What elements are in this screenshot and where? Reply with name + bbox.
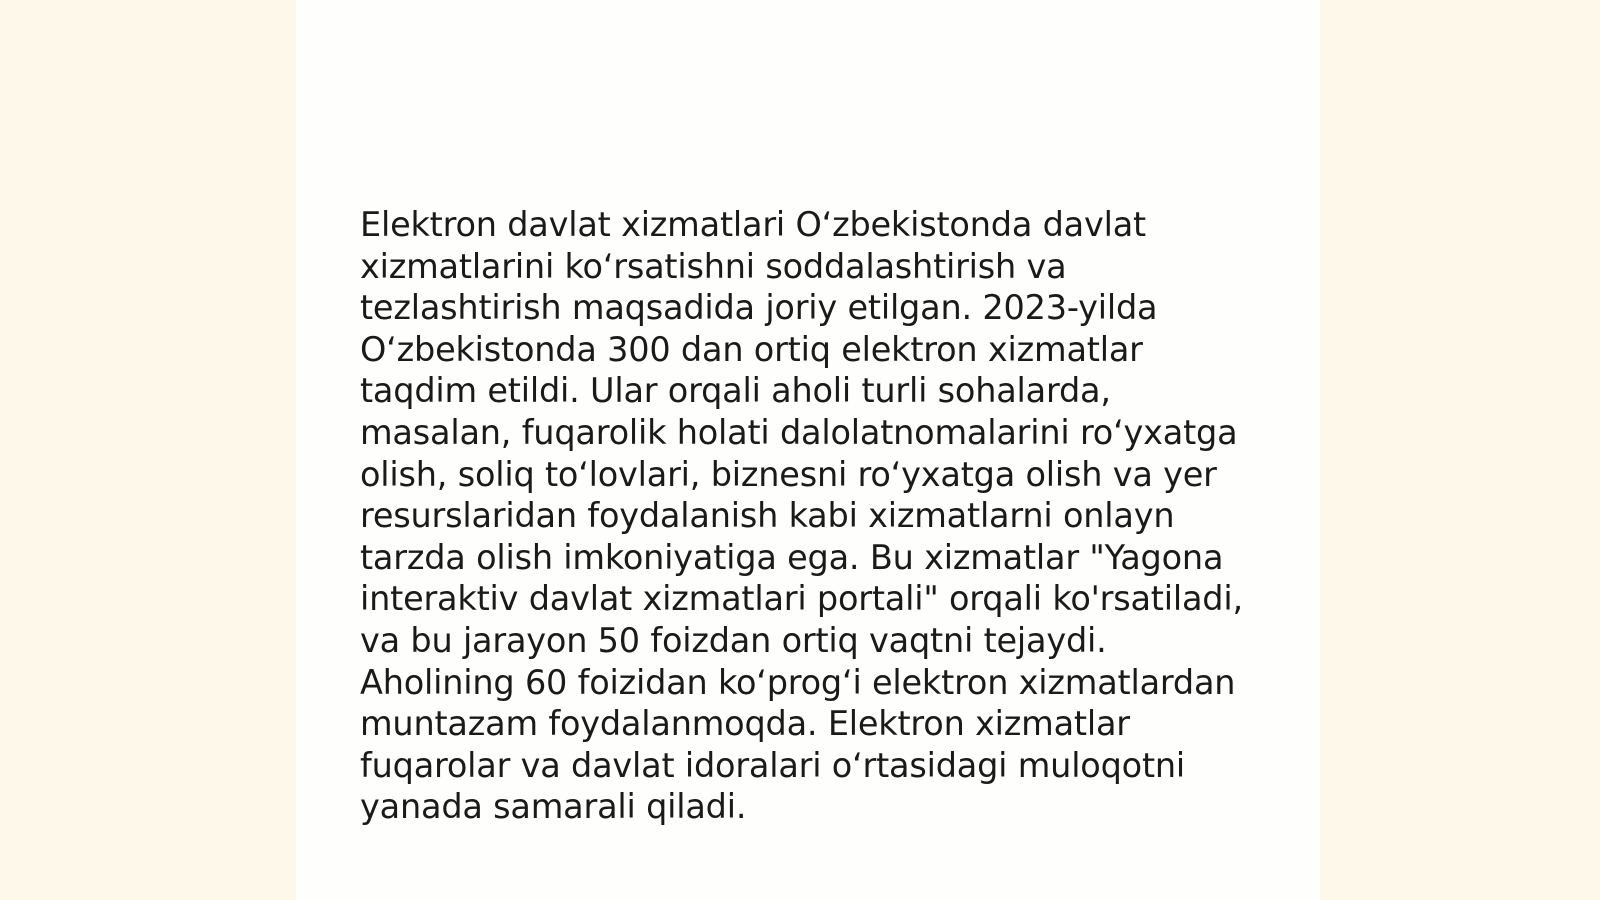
document-page <box>296 0 1320 900</box>
paragraph-line: tezlashtirish maqsadida joriy etilgan. 2023-yilda <box>360 288 1158 328</box>
paragraph-line: taqdim etildi. Ular orqali aholi turli sohalarda, <box>360 371 1111 411</box>
paragraph-line: Aholining 60 foizidan ko‘prog‘i elektron xizmatlardan <box>360 662 1236 702</box>
paragraph-line: yanada samarali qiladi. <box>360 787 747 827</box>
paragraph-line: olish, soliq to‘lovlari, biznesni ro‘yxatga olish va yer <box>360 454 1217 494</box>
paragraph-line: O‘zbekistonda 300 dan ortiq elektron xizmatlar <box>360 329 1143 369</box>
paragraph-line: Elektron davlat xizmatlari O‘zbekistonda davlat <box>360 205 1146 244</box>
paragraph-line: muntazam foydalanmoqda. Elektron xizmatlar <box>360 704 1130 744</box>
paragraph-line: xizmatlarini ko‘rsatishni soddalashtirish va <box>360 246 1067 286</box>
paragraph-line: resurslaridan foydalanish kabi xizmatlarni onlayn <box>360 496 1175 536</box>
paragraph-line: interaktiv davlat xizmatlari portali" orqali ko'rsatiladi, <box>360 579 1243 619</box>
paragraph-line: masalan, fuqarolik holati dalolatnomalarini ro‘yxatga <box>360 412 1238 452</box>
paragraph-line: fuqarolar va davlat idoralari o‘rtasidagi muloqotni <box>360 745 1186 785</box>
body-paragraph <box>360 204 1243 828</box>
paragraph-line: tarzda olish imkoniyatiga ega. Bu xizmatlar "Yagona <box>360 537 1224 577</box>
paragraph-line: va bu jarayon 50 foizdan ortiq vaqtni tejaydi. <box>360 620 1107 660</box>
